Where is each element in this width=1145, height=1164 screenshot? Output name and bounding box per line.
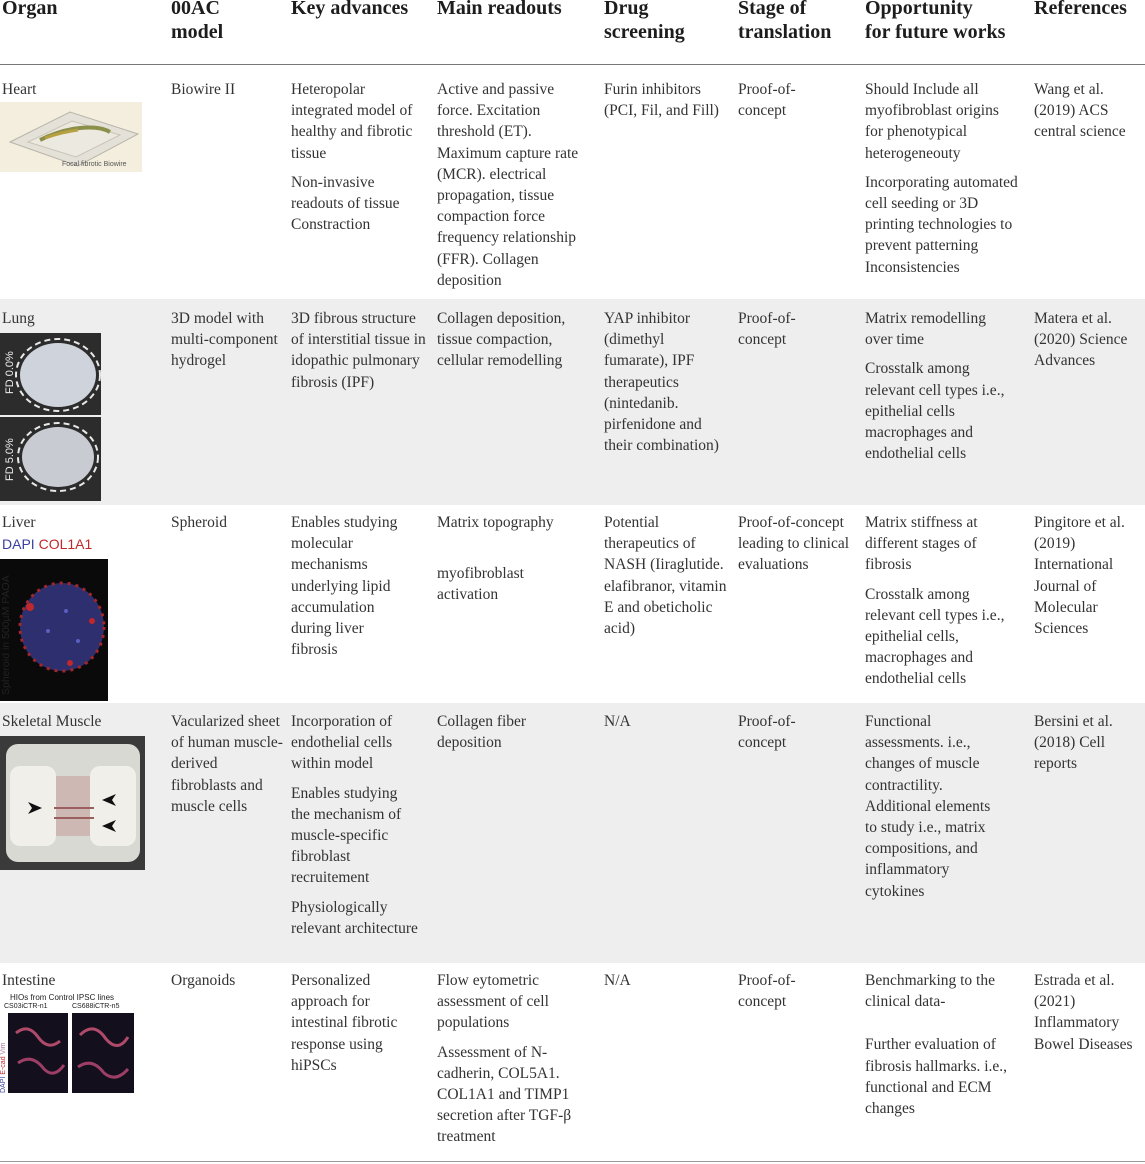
opportunity: Matrix stiffness at different stages of fibrosis [865, 514, 978, 574]
drug-cell: YAP inhibitor (dimethyl fumarate), IPF therapeutics (nintedanib. pirfenidone and their combination) [604, 310, 719, 455]
header-stage: Stage of translation [738, 0, 832, 43]
key-advance: 3D fibrous structure of interstitial tissue in idopathic pulmonary fibrosis (IPF) [291, 310, 426, 391]
opportunity: Benchmarking to the clinical data- [865, 972, 995, 1011]
key-advance: Non-invasive readouts of tissue Constraction [291, 173, 400, 234]
drug-cell: Furin inhibitors (PCI, Fil, and Fill) [604, 81, 719, 120]
key-advance: Physiologically relevant architecture [291, 898, 418, 937]
drug-cell: Potential therapeutics of NASH (Iiraglutide. elafibranor, vitamin E and obeticholic acid) [604, 514, 727, 638]
stage-cell: Proof-of-concept [738, 81, 796, 120]
key-advance: Enables studying molecular mechanisms underlying lipid accumulation during liver fibrosis [291, 514, 398, 659]
opportunity-cell [865, 512, 1005, 698]
lung-label-top: FD 0.0% [4, 351, 16, 394]
intestine-stain-labels [0, 1043, 7, 1093]
organ-cell: Heart [2, 81, 37, 98]
organoid-panels [8, 1013, 134, 1095]
biowire-illustration [0, 102, 142, 172]
drug-cell: N/A [604, 713, 631, 730]
readouts-cell [437, 711, 587, 761]
model-cell: 3D model with multi-component hydrogel [171, 310, 278, 370]
readout: myofibroblast activation [437, 565, 524, 604]
opportunity-cell [865, 711, 1005, 910]
model-cell: Organoids [171, 972, 236, 989]
header-organ: Organ [2, 0, 58, 19]
reference-cell: Pingitore et al. (2019) International Journal of Molecular Sciences [1034, 514, 1125, 638]
heart-biowire-image [0, 102, 142, 172]
header-references: References [1034, 0, 1127, 19]
lung-label-bottom: FD 5.0% [4, 438, 16, 481]
intestine-stain-dapi: DAPI [0, 1076, 7, 1093]
key-advances-cell [291, 308, 426, 401]
liver-side-label: Spheroid in 500µM PAOA [0, 575, 12, 695]
stage-cell: Proof-of-concept leading to clinical evaluations [738, 514, 850, 574]
readout: Active and passive force. Excitation threshold (ET). Maximum capture rate (MCR). electrical propagation, tissue compaction force frequency relationship (FFR). Collagen deposition [437, 81, 579, 289]
readout: Assessment of N-cadherin, COL5A1. COL1A1 and TIMP1 secretion after TGF-β treatment [437, 1043, 572, 1146]
model-cell: Biowire II [171, 81, 236, 98]
readouts-cell [437, 308, 587, 380]
key-advance: Personalized approach for intestinal fibrotic response using hiPSCs [291, 972, 398, 1074]
stage-cell: Proof-of-concept [738, 310, 796, 349]
opportunity-cell [865, 970, 1015, 1127]
table-row-heart [0, 65, 1145, 299]
opportunity: Matrix remodelling over time [865, 310, 986, 349]
table-bottom-rule [0, 1161, 1145, 1162]
opportunity-cell [865, 79, 1020, 286]
table-row-liver [0, 505, 1145, 703]
stage-cell: Proof-of-concept [738, 972, 796, 1011]
drug-cell: N/A [604, 972, 631, 989]
header-drug-screening: Drug screening [604, 0, 685, 43]
model-cell: Spheroid [171, 514, 227, 531]
organ-cell: Intestine [2, 972, 56, 989]
muscle-device-illustration [0, 736, 145, 870]
readout: Matrix topography [437, 514, 554, 531]
intestine-stain-vim: Vim [0, 1042, 7, 1055]
opportunity: Should Include all myofibroblast origins for phenotypical heterogeneouty [865, 81, 999, 162]
readouts-cell [437, 79, 587, 299]
organ-cell: Liver [2, 514, 36, 531]
intestine-panel-b-label: CS688iCTR-n5 [72, 1003, 120, 1010]
readouts-cell [437, 512, 587, 614]
header-model: 00AC model [171, 0, 224, 43]
table-row-lung [0, 299, 1145, 505]
intestine-panel-a-label: CS03iCTR-n1 [4, 1003, 48, 1010]
stage-cell: Proof-of-concept [738, 713, 796, 752]
key-advances-cell [291, 79, 421, 243]
spheroid-illustration [0, 559, 108, 701]
header-opportunity: Opportunity for future works [865, 0, 1006, 43]
readout: Flow eytometric assessment of cell populations [437, 972, 549, 1032]
table-row-skeletal-muscle [0, 703, 1145, 963]
opportunity: Functional assessments. i.e., changes of muscle contractility. Additional elements to study i.e., matrix compositions, and inflammatory cytokines [865, 713, 991, 900]
key-advance: Enables studying the mechanism of muscle-specific fibroblast recruitement [291, 784, 402, 887]
liver-spheroid-image [0, 559, 108, 701]
dapi-label: DAPI [2, 536, 35, 552]
reference-cell: Estrada et al. (2021) Inflammatory Bowel Diseases [1034, 972, 1133, 1053]
heart-figure-caption: Focal fibrotic Biowire [62, 161, 127, 168]
model-cell: Vacularized sheet of human muscle-derived fibroblasts and muscle cells [171, 713, 283, 815]
intestine-stain-ecad: E-cad [0, 1056, 7, 1075]
key-advance: Incorporation of endothelial cells within model [291, 713, 393, 773]
readouts-cell [437, 970, 589, 1156]
readout: Collagen deposition, tissue compaction, cellular remodelling [437, 310, 566, 370]
table-row-intestine [0, 963, 1145, 1161]
readout: Collagen fiber deposition [437, 713, 527, 752]
reference-cell: Wang et al. (2019) ACS central science [1034, 81, 1126, 141]
col1a1-label: COL1A1 [38, 536, 93, 552]
opportunity: Crosstalk among relevant cell types i.e., epithelial cells macrophages and endothelial cells [865, 360, 1005, 463]
header-key-advances: Key advances [291, 0, 409, 19]
reference-cell: Bersini et al. (2018) Cell reports [1034, 713, 1113, 773]
reference-cell: Matera et al. (2020) Science Advances [1034, 310, 1128, 370]
opportunity: Crosstalk among relevant cell types i.e., epithelial cells, macrophages and endothelial cells [865, 585, 1005, 688]
intestine-organoid-image [0, 993, 134, 1097]
table-header [0, 0, 1145, 65]
intestine-figure-title: HIOs from Control IPSC lines [10, 993, 115, 1002]
opportunity: Incorporating automated cell seeding or 3D printing technologies to prevent patterning Inconsistencies [865, 173, 1018, 276]
opportunity-cell [865, 308, 1005, 472]
key-advances-cell [291, 970, 416, 1084]
muscle-device-image [0, 736, 145, 870]
organ-cell: Lung [2, 310, 35, 327]
organ-cell: Skeletal Muscle [2, 713, 102, 730]
opportunity: Further evaluation of fibrosis hallmarks. i.e., functional and ECM changes [865, 1036, 1008, 1118]
key-advances-cell [291, 711, 419, 947]
header-main-readouts: Main readouts [437, 0, 562, 19]
key-advances-cell [291, 512, 411, 668]
key-advance: Heteropolar integrated model of healthy and fibrotic tissue [291, 81, 413, 162]
liver-stain-legend [2, 534, 92, 555]
